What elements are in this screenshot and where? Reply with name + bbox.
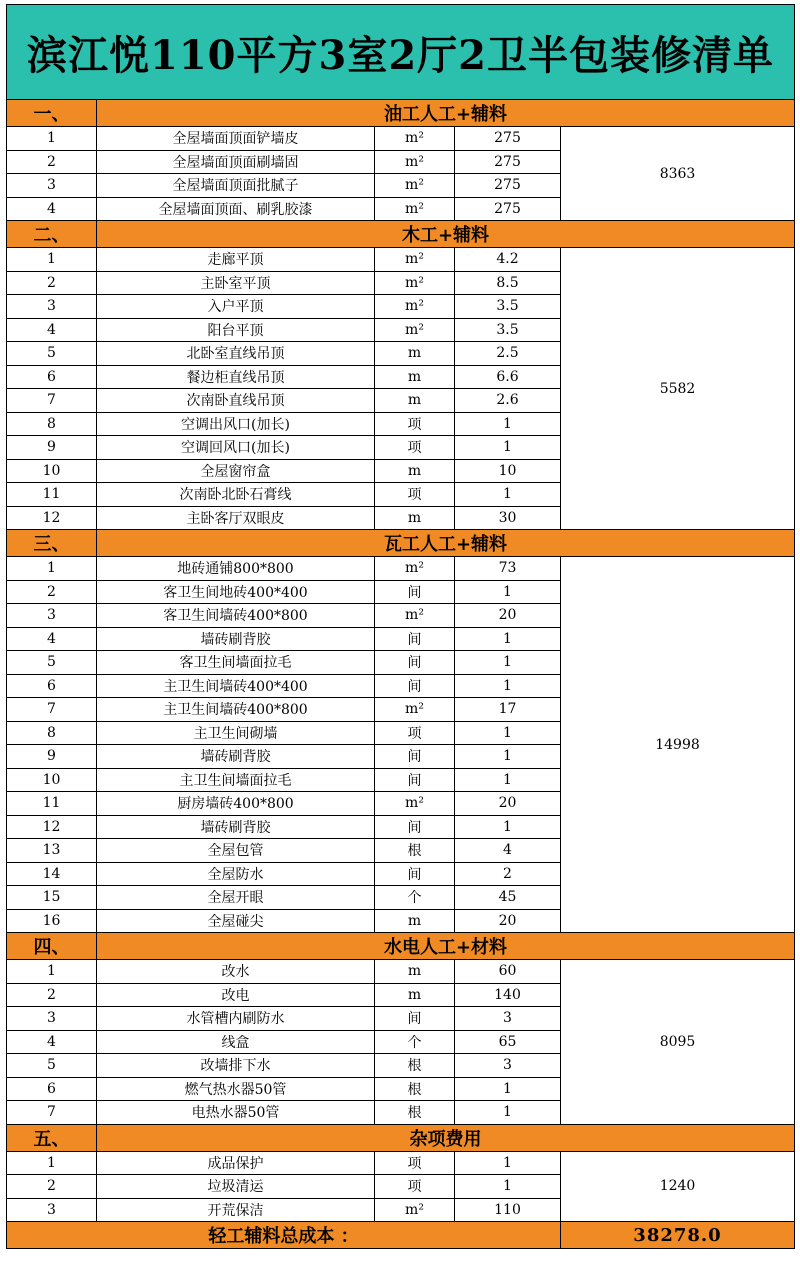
- item-name: 全屋墙面顶面批腻子: [97, 174, 375, 198]
- section-name: 杂项费用: [97, 1124, 795, 1151]
- item-number: 2: [7, 150, 97, 174]
- item-unit: 项: [375, 436, 455, 460]
- item-quantity: 275: [455, 127, 561, 151]
- item-unit: 项: [375, 412, 455, 436]
- item-number: 9: [7, 436, 97, 460]
- item-quantity: 110: [455, 1198, 561, 1222]
- item-unit: m²: [375, 1198, 455, 1222]
- item-number: 10: [7, 459, 97, 483]
- item-name: 主卧室平顶: [97, 271, 375, 295]
- item-unit: 间: [375, 768, 455, 792]
- item-unit: 根: [375, 1101, 455, 1125]
- total-row: [7, 1222, 795, 1249]
- item-unit: m²: [375, 318, 455, 342]
- section-name: 油工人工+辅料: [97, 100, 795, 127]
- item-unit: 项: [375, 1151, 455, 1175]
- item-unit: m²: [375, 197, 455, 221]
- section-subtotal: 5582: [561, 248, 795, 530]
- item-quantity: 1: [455, 1077, 561, 1101]
- table-row: [7, 557, 795, 581]
- item-quantity: 65: [455, 1030, 561, 1054]
- item-number: 5: [7, 342, 97, 366]
- item-unit: 间: [375, 674, 455, 698]
- item-name: 地砖通铺800*800: [97, 557, 375, 581]
- section-name: 瓦工人工+辅料: [97, 530, 795, 557]
- item-number: 1: [7, 248, 97, 272]
- table-row: [7, 1151, 795, 1175]
- item-number: 4: [7, 1030, 97, 1054]
- item-name: 走廊平顶: [97, 248, 375, 272]
- item-unit: m: [375, 983, 455, 1007]
- item-quantity: 2: [455, 862, 561, 886]
- item-quantity: 4.2: [455, 248, 561, 272]
- page-title: 滨江悦110平方3室2厅2卫半包装修清单: [7, 5, 795, 100]
- item-number: 1: [7, 1151, 97, 1175]
- item-quantity: 4: [455, 839, 561, 863]
- item-unit: m²: [375, 295, 455, 319]
- section-header: [7, 933, 795, 960]
- item-number: 3: [7, 174, 97, 198]
- total-label: 轻工辅料总成本 ：: [7, 1222, 561, 1249]
- item-unit: 个: [375, 886, 455, 910]
- item-quantity: 6.6: [455, 365, 561, 389]
- item-number: 7: [7, 389, 97, 413]
- item-name: 餐边柜直线吊顶: [97, 365, 375, 389]
- item-number: 13: [7, 839, 97, 863]
- item-name: 开荒保洁: [97, 1198, 375, 1222]
- item-number: 3: [7, 604, 97, 628]
- item-number: 10: [7, 768, 97, 792]
- item-quantity: 1: [455, 1101, 561, 1125]
- item-unit: m: [375, 365, 455, 389]
- item-quantity: 2.6: [455, 389, 561, 413]
- item-quantity: 3: [455, 1007, 561, 1031]
- item-name: 燃气热水器50管: [97, 1077, 375, 1101]
- item-quantity: 30: [455, 506, 561, 530]
- renovation-list-table: [6, 4, 795, 1249]
- item-name: 主卫生间墙砖400*400: [97, 674, 375, 698]
- item-number: 4: [7, 197, 97, 221]
- item-name: 全屋防水: [97, 862, 375, 886]
- item-name: 全屋开眼: [97, 886, 375, 910]
- item-number: 6: [7, 674, 97, 698]
- item-name: 墙砖刷背胶: [97, 815, 375, 839]
- item-unit: 项: [375, 483, 455, 507]
- section-header: [7, 530, 795, 557]
- item-quantity: 1: [455, 768, 561, 792]
- item-quantity: 3.5: [455, 295, 561, 319]
- item-name: 客卫生间墙面拉毛: [97, 651, 375, 675]
- item-number: 11: [7, 792, 97, 816]
- item-name: 客卫生间地砖400*400: [97, 580, 375, 604]
- item-name: 全屋墙面顶面铲墙皮: [97, 127, 375, 151]
- item-unit: 间: [375, 651, 455, 675]
- item-number: 11: [7, 483, 97, 507]
- item-quantity: 17: [455, 698, 561, 722]
- section-subtotal: 8095: [561, 960, 795, 1125]
- item-unit: m²: [375, 127, 455, 151]
- item-name: 主卧客厅双眼皮: [97, 506, 375, 530]
- item-name: 厨房墙砖400*800: [97, 792, 375, 816]
- item-name: 改水: [97, 960, 375, 984]
- item-quantity: 1: [455, 1151, 561, 1175]
- item-number: 2: [7, 580, 97, 604]
- item-number: 9: [7, 745, 97, 769]
- item-unit: m²: [375, 271, 455, 295]
- item-number: 2: [7, 1175, 97, 1199]
- item-unit: m²: [375, 698, 455, 722]
- item-name: 改电: [97, 983, 375, 1007]
- item-quantity: 1: [455, 412, 561, 436]
- item-quantity: 45: [455, 886, 561, 910]
- item-unit: 间: [375, 815, 455, 839]
- section-header: [7, 100, 795, 127]
- item-number: 8: [7, 721, 97, 745]
- item-quantity: 275: [455, 197, 561, 221]
- item-quantity: 1: [455, 436, 561, 460]
- section-subtotal: 8363: [561, 127, 795, 221]
- item-unit: 根: [375, 1054, 455, 1078]
- item-quantity: 1: [455, 483, 561, 507]
- table-row: [7, 960, 795, 984]
- item-name: 墙砖刷背胶: [97, 745, 375, 769]
- item-quantity: 8.5: [455, 271, 561, 295]
- item-quantity: 1: [455, 651, 561, 675]
- section-header: [7, 1124, 795, 1151]
- item-unit: 间: [375, 1007, 455, 1031]
- item-number: 2: [7, 983, 97, 1007]
- item-name: 空调出风口(加长): [97, 412, 375, 436]
- item-quantity: 20: [455, 792, 561, 816]
- item-name: 全屋包管: [97, 839, 375, 863]
- title-row: [7, 5, 795, 100]
- item-quantity: 10: [455, 459, 561, 483]
- item-quantity: 1: [455, 815, 561, 839]
- section-number: 五、: [7, 1124, 97, 1151]
- item-number: 3: [7, 295, 97, 319]
- item-number: 1: [7, 960, 97, 984]
- item-quantity: 1: [455, 627, 561, 651]
- item-name: 全屋碰尖: [97, 909, 375, 933]
- item-number: 1: [7, 127, 97, 151]
- item-name: 阳台平顶: [97, 318, 375, 342]
- item-quantity: 60: [455, 960, 561, 984]
- item-unit: m: [375, 506, 455, 530]
- item-unit: 根: [375, 1077, 455, 1101]
- item-unit: 项: [375, 1175, 455, 1199]
- item-name: 次南卧北卧石膏线: [97, 483, 375, 507]
- item-name: 主卫生间墙砖400*800: [97, 698, 375, 722]
- item-number: 12: [7, 815, 97, 839]
- item-name: 全屋墙面顶面刷墙固: [97, 150, 375, 174]
- item-name: 全屋窗帘盒: [97, 459, 375, 483]
- item-unit: m²: [375, 150, 455, 174]
- item-unit: 间: [375, 580, 455, 604]
- item-name: 北卧室直线吊顶: [97, 342, 375, 366]
- section-subtotal: 14998: [561, 557, 795, 933]
- item-quantity: 140: [455, 983, 561, 1007]
- item-name: 墙砖刷背胶: [97, 627, 375, 651]
- table-row: [7, 248, 795, 272]
- item-number: 4: [7, 318, 97, 342]
- item-quantity: 275: [455, 150, 561, 174]
- item-number: 4: [7, 627, 97, 651]
- item-quantity: 1: [455, 674, 561, 698]
- item-number: 6: [7, 365, 97, 389]
- total-value: 38278.0: [561, 1222, 795, 1249]
- item-unit: 个: [375, 1030, 455, 1054]
- item-quantity: 20: [455, 909, 561, 933]
- section-header: [7, 221, 795, 248]
- item-name: 空调回风口(加长): [97, 436, 375, 460]
- item-unit: 间: [375, 627, 455, 651]
- item-unit: m²: [375, 604, 455, 628]
- item-number: 1: [7, 557, 97, 581]
- item-unit: m: [375, 389, 455, 413]
- table-row: [7, 127, 795, 151]
- item-unit: m: [375, 909, 455, 933]
- item-number: 8: [7, 412, 97, 436]
- item-unit: m²: [375, 557, 455, 581]
- item-name: 客卫生间墙砖400*800: [97, 604, 375, 628]
- item-quantity: 1: [455, 580, 561, 604]
- section-name: 水电人工+材料: [97, 933, 795, 960]
- item-quantity: 1: [455, 721, 561, 745]
- section-subtotal: 1240: [561, 1151, 795, 1222]
- item-number: 7: [7, 698, 97, 722]
- item-unit: m²: [375, 248, 455, 272]
- item-unit: m: [375, 960, 455, 984]
- item-number: 12: [7, 506, 97, 530]
- item-number: 2: [7, 271, 97, 295]
- item-name: 垃圾清运: [97, 1175, 375, 1199]
- item-number: 5: [7, 651, 97, 675]
- section-number: 一、: [7, 100, 97, 127]
- item-name: 主卫生间墙面拉毛: [97, 768, 375, 792]
- item-name: 主卫生间砌墙: [97, 721, 375, 745]
- item-quantity: 2.5: [455, 342, 561, 366]
- section-name: 木工+辅料: [97, 221, 795, 248]
- item-number: 3: [7, 1007, 97, 1031]
- item-quantity: 3: [455, 1054, 561, 1078]
- item-quantity: 3.5: [455, 318, 561, 342]
- item-number: 6: [7, 1077, 97, 1101]
- item-unit: 间: [375, 745, 455, 769]
- item-name: 水管槽内刷防水: [97, 1007, 375, 1031]
- item-number: 5: [7, 1054, 97, 1078]
- item-unit: m²: [375, 174, 455, 198]
- item-quantity: 1: [455, 745, 561, 769]
- item-name: 电热水器50管: [97, 1101, 375, 1125]
- item-number: 15: [7, 886, 97, 910]
- item-unit: 根: [375, 839, 455, 863]
- item-name: 改墙排下水: [97, 1054, 375, 1078]
- item-unit: m: [375, 342, 455, 366]
- item-number: 7: [7, 1101, 97, 1125]
- section-number: 二、: [7, 221, 97, 248]
- item-quantity: 1: [455, 1175, 561, 1199]
- item-name: 线盒: [97, 1030, 375, 1054]
- item-name: 入户平顶: [97, 295, 375, 319]
- item-unit: m²: [375, 792, 455, 816]
- item-name: 次南卧直线吊顶: [97, 389, 375, 413]
- section-number: 三、: [7, 530, 97, 557]
- item-number: 16: [7, 909, 97, 933]
- item-number: 3: [7, 1198, 97, 1222]
- item-unit: m: [375, 459, 455, 483]
- item-quantity: 73: [455, 557, 561, 581]
- section-number: 四、: [7, 933, 97, 960]
- item-number: 14: [7, 862, 97, 886]
- item-quantity: 20: [455, 604, 561, 628]
- item-unit: 项: [375, 721, 455, 745]
- item-name: 全屋墙面顶面、刷乳胶漆: [97, 197, 375, 221]
- item-quantity: 275: [455, 174, 561, 198]
- item-unit: 间: [375, 862, 455, 886]
- item-name: 成品保护: [97, 1151, 375, 1175]
